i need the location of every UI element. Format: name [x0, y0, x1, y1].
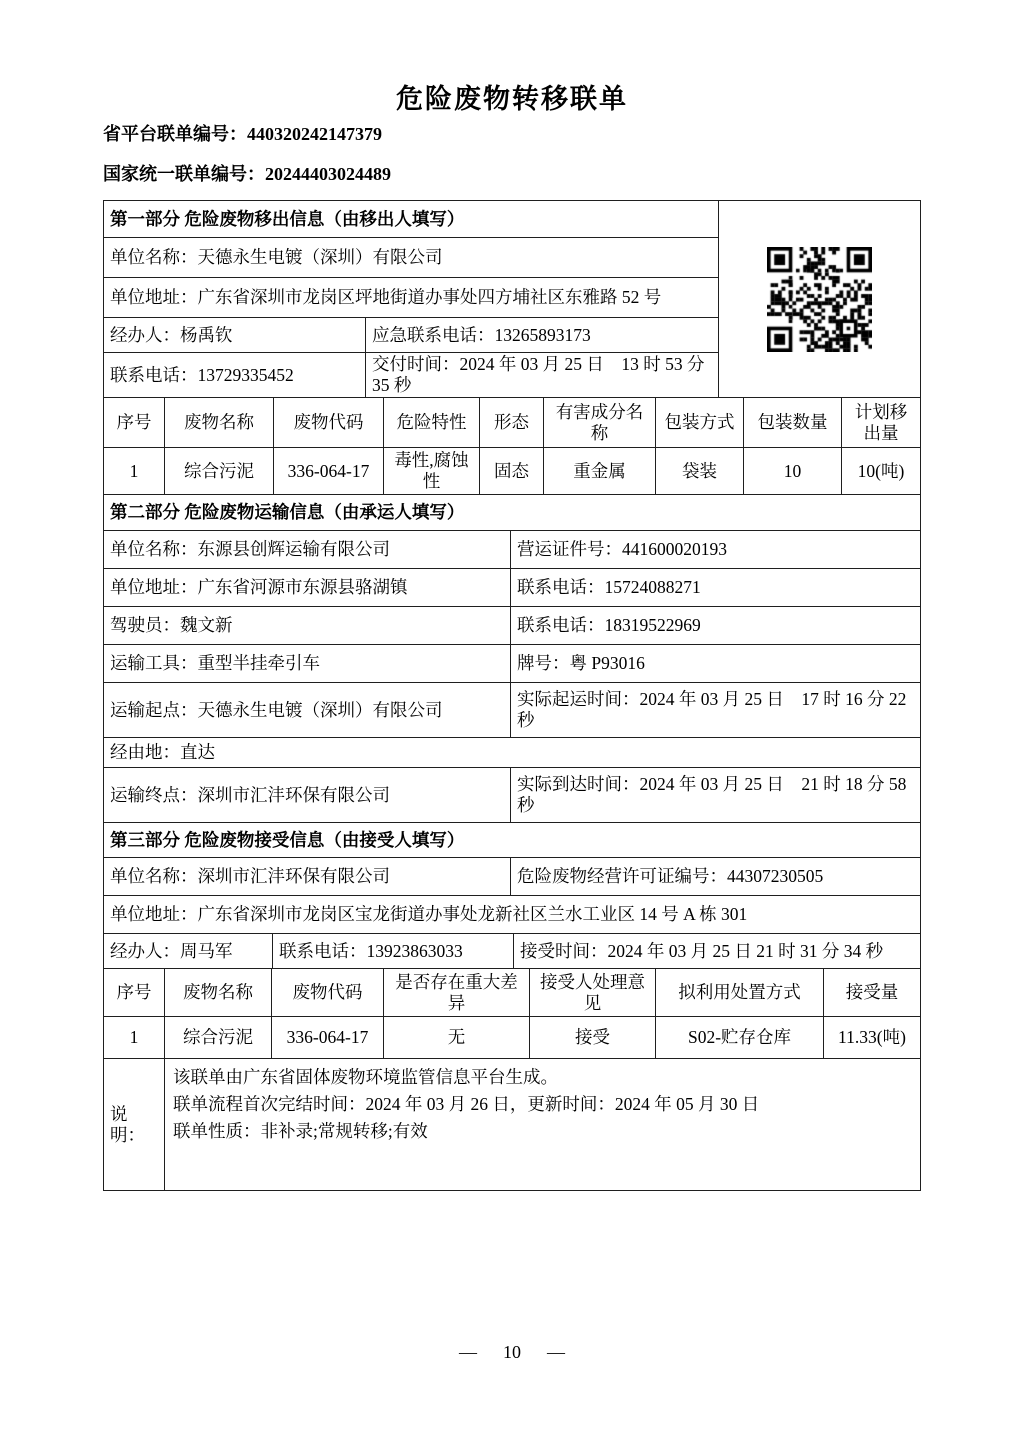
col-disposal-method: 拟利用处置方式	[656, 969, 824, 1017]
field-label: 运输终点：	[110, 784, 198, 805]
part2-row-driver	[104, 607, 921, 645]
field-label: 应急联系电话：	[372, 324, 495, 345]
field-value: 2024 年 03 月 25 日 21 时 18 分 58 秒	[517, 774, 907, 815]
part3-phone-cell	[273, 934, 514, 969]
cell-waste-name: 综合污泥	[165, 448, 274, 495]
part1-contact-phone-cell	[104, 353, 366, 398]
part2-plate-number-cell	[511, 645, 921, 683]
field-value: 441600020193	[622, 539, 727, 559]
part2-arrival-time-cell	[511, 768, 921, 823]
note-line: 联单流程首次完结时间：2024 年 03 月 26 日，更新时间：2024 年 05 月 30 日	[173, 1094, 760, 1114]
col-receiver-opinion: 接受人处理意见	[530, 969, 656, 1017]
part3-agent-cell	[104, 934, 273, 969]
field-label: 牌号：	[517, 653, 570, 673]
part2-row-company	[104, 531, 921, 569]
field-label: 联系电话：	[517, 615, 605, 635]
col-planned-qty: 计划移出量	[842, 398, 921, 448]
field-label: 交付时间：	[372, 354, 460, 374]
page-title: 危险废物转移联单	[396, 84, 628, 114]
field-value: 18319522969	[604, 615, 701, 635]
cell-discrepancy: 无	[384, 1017, 530, 1059]
part3-company-address-cell	[104, 896, 921, 934]
field-label: 实际起运时间：	[517, 689, 640, 709]
part2-departure-time-cell	[511, 683, 921, 738]
part3-accept-time-cell	[514, 934, 921, 969]
col-seq: 序号	[104, 969, 165, 1017]
part2-operating-license-cell	[511, 531, 921, 569]
col-seq: 序号	[104, 398, 165, 448]
waste-table1-header-row	[104, 398, 921, 448]
part3-row-agent	[104, 934, 921, 969]
page-number-dash-left: —	[459, 1342, 477, 1362]
part1-agent-cell	[104, 318, 366, 353]
waste-table1-data-row	[104, 448, 921, 495]
part2-origin-cell	[104, 683, 511, 738]
cell-form: 固态	[480, 448, 544, 495]
page-number-dash-right: —	[547, 1342, 565, 1362]
manifest-table	[103, 200, 921, 1191]
qr-code-cell	[719, 201, 921, 398]
field-value: 东源县创辉运输有限公司	[197, 539, 390, 559]
field-value: 杨禹钦	[180, 324, 233, 345]
field-label: 单位名称：	[110, 539, 198, 559]
part1-delivery-time-cell	[366, 353, 719, 398]
part3-row-address	[104, 896, 921, 934]
part1-block	[104, 201, 921, 398]
field-value: 直达	[180, 742, 215, 762]
part2-company-address-cell	[104, 569, 511, 607]
part1-company-name-cell	[104, 238, 719, 278]
col-discrepancy: 是否存在重大差异	[384, 969, 530, 1017]
national-manifest-number	[103, 162, 921, 186]
cell-planned-qty: 10(吨)	[842, 448, 921, 495]
field-value: 2024 年 03 月 25 日 17 时 16 分 22 秒	[517, 689, 907, 730]
field-value: 粤 P93016	[569, 653, 645, 673]
part1-emergency-phone-cell	[366, 318, 719, 353]
field-value: 广东省深圳市龙岗区宝龙街道办事处龙新社区兰水工业区 14 号 A 栋 301	[197, 904, 748, 924]
col-harmful-component: 有害成分名称	[544, 398, 656, 448]
note-row	[104, 1059, 921, 1191]
province-manifest-number	[103, 122, 921, 146]
cell-hazard: 毒性,腐蚀性	[384, 448, 480, 495]
cell-package-count: 10	[744, 448, 842, 495]
field-value: 广东省河源市东源县骆湖镇	[197, 577, 408, 597]
field-value: 2024 年 03 月 25 日 13 时 53 分 35 秒	[372, 354, 705, 395]
note-line: 联单性质：非补录;常规转移;有效	[173, 1121, 428, 1141]
province-manifest-number-value: 440320242147379	[247, 124, 382, 144]
field-label: 经办人：	[110, 324, 180, 345]
part2-driver-phone-cell	[511, 607, 921, 645]
field-value: 天德永生电镀（深圳）有限公司	[197, 699, 443, 720]
field-label: 危险废物经营许可证编号：	[517, 866, 727, 886]
col-package-count: 包装数量	[744, 398, 842, 448]
part2-section-header: 第二部分 危险废物运输信息（由承运人填写）	[104, 495, 921, 531]
field-value: 周马军	[180, 940, 233, 961]
qr-code-icon	[767, 247, 872, 352]
cell-waste-code: 336-064-17	[274, 448, 384, 495]
cell-disposal-method: S02-贮存仓库	[656, 1017, 824, 1059]
col-hazard: 危险特性	[384, 398, 480, 448]
field-value: 重型半挂牵引车	[197, 653, 320, 673]
note-line: 该联单由广东省固体废物环境监管信息平台生成。	[173, 1067, 558, 1087]
national-manifest-number-value: 20244403024489	[265, 164, 391, 184]
field-label: 单位地址：	[110, 287, 198, 307]
field-value: 15724088271	[604, 577, 701, 597]
field-label: 联系电话：	[110, 364, 198, 385]
national-manifest-number-label: 国家统一联单编号：	[103, 164, 265, 184]
part2-company-name-cell	[104, 531, 511, 569]
part2-row-destination	[104, 768, 921, 823]
col-waste-code: 废物代码	[272, 969, 384, 1017]
field-label: 接受时间：	[520, 940, 608, 961]
field-value: 13265893173	[494, 324, 591, 345]
cell-receiver-opinion: 接受	[530, 1017, 656, 1059]
field-label: 经由地：	[110, 742, 180, 762]
page-number-value: 10	[503, 1342, 521, 1362]
field-label: 营运证件号：	[517, 539, 622, 559]
note-content-cell	[165, 1059, 921, 1191]
part2-company-phone-cell	[511, 569, 921, 607]
field-value: 13923863033	[366, 940, 463, 961]
part2-row-via	[104, 738, 921, 768]
field-label: 运输工具：	[110, 653, 198, 673]
waste-table2-data-row	[104, 1017, 921, 1059]
part2-row-origin	[104, 683, 921, 738]
cell-seq: 1	[104, 448, 165, 495]
field-label: 单位地址：	[110, 577, 198, 597]
part2-via-cell	[104, 738, 921, 768]
field-value: 2024 年 03 月 25 日 21 时 31 分 34 秒	[607, 940, 884, 961]
page-number	[0, 1342, 1024, 1363]
part2-row-vehicle	[104, 645, 921, 683]
field-label: 单位地址：	[110, 904, 198, 924]
cell-packaging: 袋装	[656, 448, 744, 495]
cell-seq: 1	[104, 1017, 165, 1059]
field-label: 单位名称：	[110, 866, 198, 886]
part1-section-header: 第一部分 危险废物移出信息（由移出人填写）	[104, 201, 719, 238]
part2-row-address	[104, 569, 921, 607]
part3-company-name-cell	[104, 858, 511, 896]
cell-received-qty: 11.33(吨)	[824, 1017, 921, 1059]
field-value: 深圳市汇沣环保有限公司	[197, 784, 390, 805]
part2-vehicle-type-cell	[104, 645, 511, 683]
field-label: 运输起点：	[110, 699, 198, 720]
field-label: 实际到达时间：	[517, 774, 640, 794]
cell-waste-name: 综合污泥	[165, 1017, 272, 1059]
field-value: 天德永生电镀（深圳）有限公司	[197, 247, 443, 267]
field-value: 13729335452	[197, 364, 294, 385]
col-form: 形态	[480, 398, 544, 448]
col-waste-name: 废物名称	[165, 398, 274, 448]
part2-driver-cell	[104, 607, 511, 645]
part3-license-cell	[511, 858, 921, 896]
col-waste-name: 废物名称	[165, 969, 272, 1017]
cell-waste-code: 336-064-17	[272, 1017, 384, 1059]
province-manifest-number-label: 省平台联单编号：	[103, 124, 247, 144]
cell-harmful-component: 重金属	[544, 448, 656, 495]
field-label: 经办人：	[110, 940, 180, 961]
field-value: 深圳市汇沣环保有限公司	[197, 866, 390, 886]
part3-row-company	[104, 858, 921, 896]
col-received-qty: 接受量	[824, 969, 921, 1017]
manifest-document	[103, 84, 921, 1191]
field-value: 44307230505	[727, 866, 824, 886]
field-value: 魏文新	[180, 615, 233, 635]
waste-table2-header-row	[104, 969, 921, 1017]
field-label: 单位名称：	[110, 247, 198, 267]
note-label-cell: 说明：	[104, 1059, 165, 1191]
field-label: 驾驶员：	[110, 615, 180, 635]
field-label: 联系电话：	[517, 577, 605, 597]
part3-section-header: 第三部分 危险废物接受信息（由接受人填写）	[104, 823, 921, 858]
part1-company-address-cell	[104, 278, 719, 318]
col-packaging: 包装方式	[656, 398, 744, 448]
part2-destination-cell	[104, 768, 511, 823]
field-value: 广东省深圳市龙岗区坪地街道办事处四方埔社区东雅路 52 号	[197, 287, 662, 307]
col-waste-code: 废物代码	[274, 398, 384, 448]
field-label: 联系电话：	[279, 940, 367, 961]
